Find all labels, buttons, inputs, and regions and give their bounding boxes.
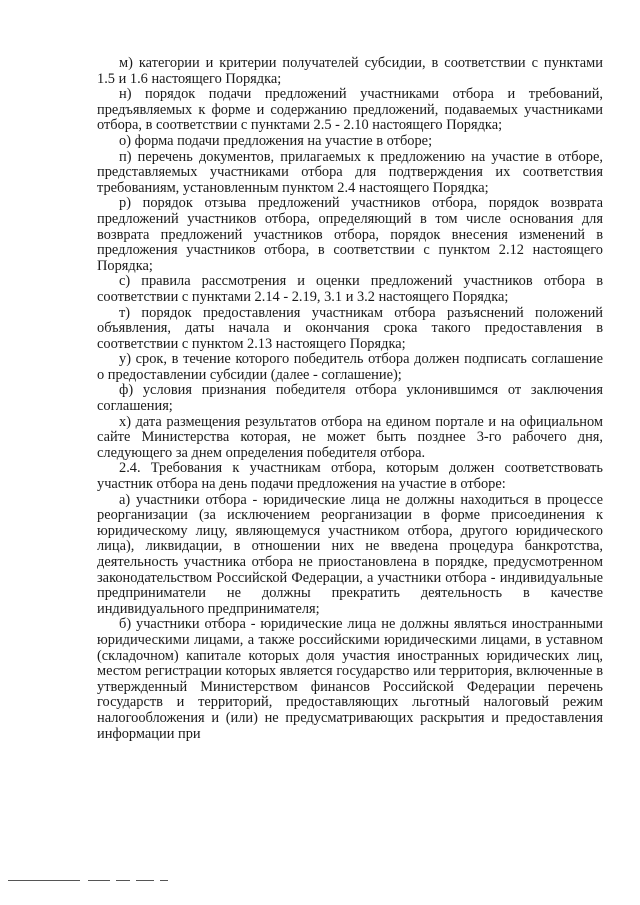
document-body (97, 56, 603, 742)
paragraph-n: н) порядок подачи предложений участниками отбора и требований, предъявляемых к форме и содержанию предложений, подаваемых участниками отбора, в соответствии с пунктами 2.5 - 2.10 настоящего Порядка; (97, 86, 603, 134)
paragraph-a: а) участники отбора - юридические лица не должны находиться в процессе реорганизации (за исключением реорганизации в форме присоединения к юридическому лицу, являющемуся участником отбора, другого юридического лица), ликвидации, в отношении них не введена процедура банкротства, деятельность участника отбора не приостановлена в порядке, предусмотренном законодательством Российской Федерации, а участники отбора - индивидуальные предприниматели не должны прекратить деятельность в качестве индивидуального предпринимателя; (97, 491, 603, 617)
paragraph-m: м) категории и критерии получателей субсидии, в соответствии с пунктами 1.5 и 1.6 настоящего Порядка; (97, 55, 603, 87)
section-2-4: 2.4. Требования к участникам отбора, которым должен соответствовать участник отбора на день подачи предложения на участие в отборе: (97, 460, 603, 493)
paragraph-s: с) правила рассмотрения и оценки предложений участников отбора в соответствии с пунктами 2.14 - 2.19, 3.1 и 3.2 настоящего Порядка; (97, 273, 603, 305)
paragraph-o: о) форма подачи предложения на участие в отборе; (119, 132, 433, 149)
paragraph-kh: х) дата размещения результатов отбора на едином портале и на официальном сайте Министерства которая, не может быть позднее 3-го рабочего дня, следующего за днем определения победителя отбора. (97, 413, 603, 461)
paragraph-f: ф) условия признания победителя отбора уклонившимся от заключения соглашения; (97, 382, 603, 415)
paragraph-t: т) порядок предоставления участникам отбора разъяснений положений объявления, даты начала и окончания срока такого предоставления в соответствии с пунктом 2.13 настоящего Порядка; (97, 304, 603, 352)
footer-divider-dash (116, 880, 130, 881)
paragraph-p: п) перечень документов, прилагаемых к предложению на участие в отборе, представляемых участниками отбора для подтверждения их соответствия требованиям, установленным пунктом 2.4 настоящего Порядка; (97, 148, 603, 196)
footer-divider (8, 880, 80, 881)
paragraph-u: у) срок, в течение которого победитель отбора должен подписать соглашение о предоставлении субсидии (далее - соглашение); (97, 351, 603, 383)
paragraph-b: б) участники отбора - юридические лица не должны являться иностранными юридическими лицами, а также российскими юридическими лицами, в уставном (складочном) капитале которых доля участия иностранных юридических лиц, местом регистрации которых является государство или территория, включенные в утвержденный Министерством финансов Российской Федерации перечень государств и территорий, предоставляющих льготный налоговый режим налогообложения и (или) не предусматривающих раскрытия и предоставления информации при (97, 616, 603, 742)
footer-divider-dash (88, 880, 110, 881)
paragraph-r: р) порядок отзыва предложений участников отбора, порядок возврата предложений участников отбора, определяющий в том числе основания для возврата предложений участников отбора, порядок внесения изменений в предложения участников отбора, в соответствии с пунктом 2.12 настоящего Порядка; (97, 195, 603, 274)
footer-divider-dash (136, 880, 154, 881)
footer-divider-dash (160, 880, 168, 881)
